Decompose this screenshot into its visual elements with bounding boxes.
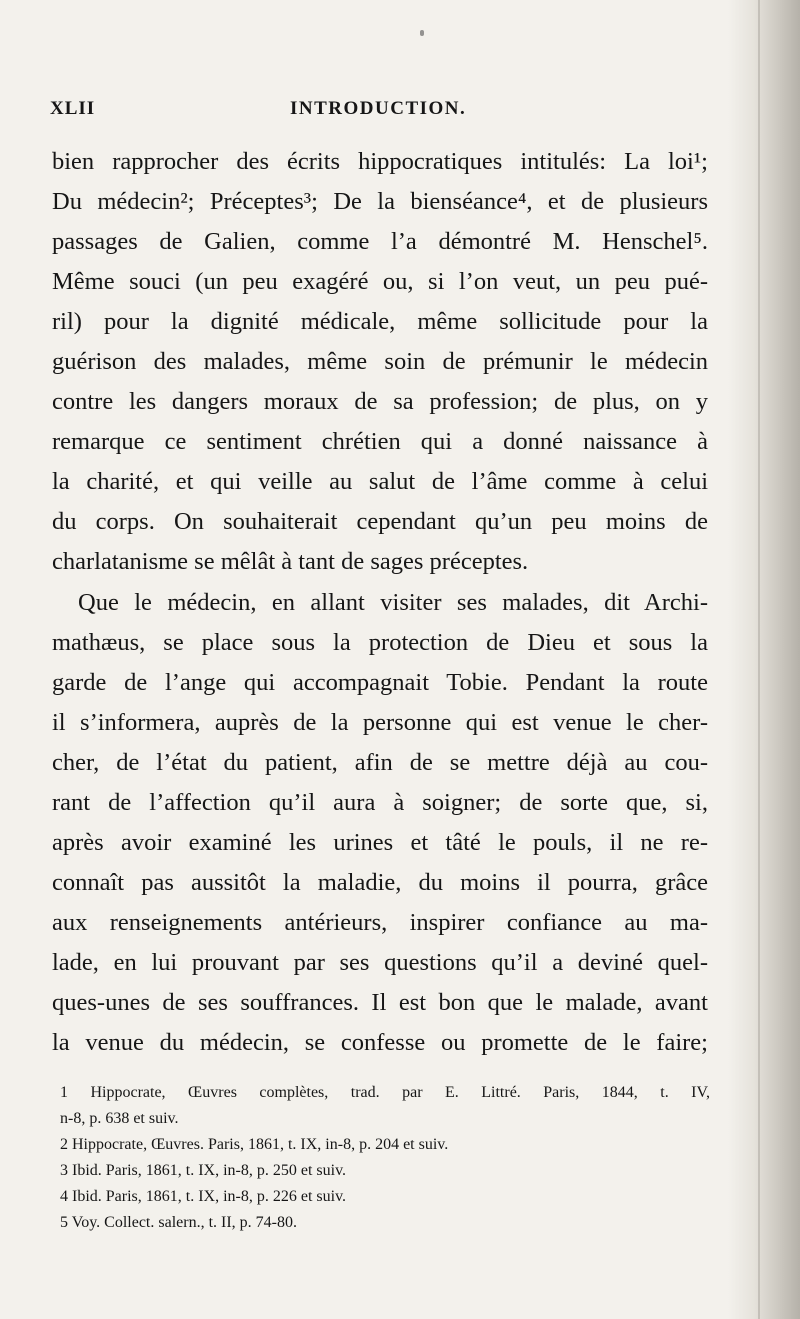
text-line: Du médecin²; Préceptes³; De la bienséance⁴, et de plusieurs: [52, 188, 708, 215]
page-gutter-line: [758, 0, 760, 1319]
page-edge-shadow: [728, 0, 800, 1319]
text-line: ril) pour la dignité médicale, même sollicitude pour la: [52, 308, 708, 335]
text-line: cher, de l’état du patient, afin de se mettre déjà au cou-: [52, 749, 708, 776]
text-line: lade, en lui prouvant par ses questions qu’il a deviné quel-: [52, 949, 708, 976]
footnote-1: 1 Hippocrate, Œuvres complètes, trad. par E. Littré. Paris, 1844, t. IV,: [60, 1084, 710, 1101]
footnote-4: 4 Ibid. Paris, 1861, t. IX, in-8, p. 226 et suiv.: [60, 1188, 347, 1205]
text-line: connaît pas aussitôt la maladie, du moins il pourra, grâce: [52, 869, 708, 896]
footnotes: [60, 1080, 710, 1236]
text-line: mathæus, se place sous la protection de Dieu et sous la: [52, 629, 708, 656]
footnote-5: 5 Voy. Collect. salern., t. II, p. 74-80.: [60, 1214, 298, 1231]
text-line: aux renseignements antérieurs, inspirer confiance au ma-: [52, 909, 708, 936]
running-title: INTRODUCTION.: [290, 98, 467, 119]
page-number: XLII: [50, 98, 96, 119]
text-line: Même souci (un peu exagéré ou, si l’on veut, un peu pué-: [52, 268, 708, 295]
footnote-2: 2 Hippocrate, Œuvres. Paris, 1861, t. IX, in-8, p. 204 et suiv.: [60, 1136, 449, 1153]
text-line: Que le médecin, en allant visiter ses malades, dit Archi-: [78, 589, 708, 616]
text-line: après avoir examiné les urines et tâté le pouls, il ne re-: [52, 829, 708, 856]
text-line: ques-unes de ses souffrances. Il est bon que le malade, avant: [52, 989, 708, 1016]
text-line: bien rapprocher des écrits hippocratiques intitulés: La loi¹;: [52, 148, 708, 175]
page-header: [50, 98, 710, 132]
text-line: la venue du médecin, se confesse ou promette de le faire;: [52, 1029, 708, 1056]
text-line: garde de l’ange qui accompagnait Tobie. Pendant la route: [52, 669, 708, 696]
text-line: du corps. On souhaiterait cependant qu’un peu moins de: [52, 508, 708, 535]
ink-speck: [420, 30, 424, 36]
text-line: la charité, et qui veille au salut de l’âme comme à celui: [52, 468, 708, 495]
text-line: rant de l’affection qu’il aura à soigner; de sorte que, si,: [52, 789, 708, 816]
text-line: remarque ce sentiment chrétien qui a donné naissance à: [52, 428, 708, 455]
text-line: passages de Galien, comme l’a démontré M. Henschel⁵.: [52, 228, 708, 255]
body-text: [52, 142, 708, 1063]
text-line: charlatanisme se mêlât à tant de sages préceptes.: [52, 548, 529, 575]
footnote-3: 3 Ibid. Paris, 1861, t. IX, in-8, p. 250 et suiv.: [60, 1162, 347, 1179]
text-line: contre les dangers moraux de sa profession; de plus, on y: [52, 388, 708, 415]
text-line: il s’informera, auprès de la personne qui est venue le cher-: [52, 709, 708, 736]
text-line: guérison des malades, même soin de prémunir le médecin: [52, 348, 708, 375]
footnote-1-continued: n-8, p. 638 et suiv.: [60, 1110, 179, 1127]
